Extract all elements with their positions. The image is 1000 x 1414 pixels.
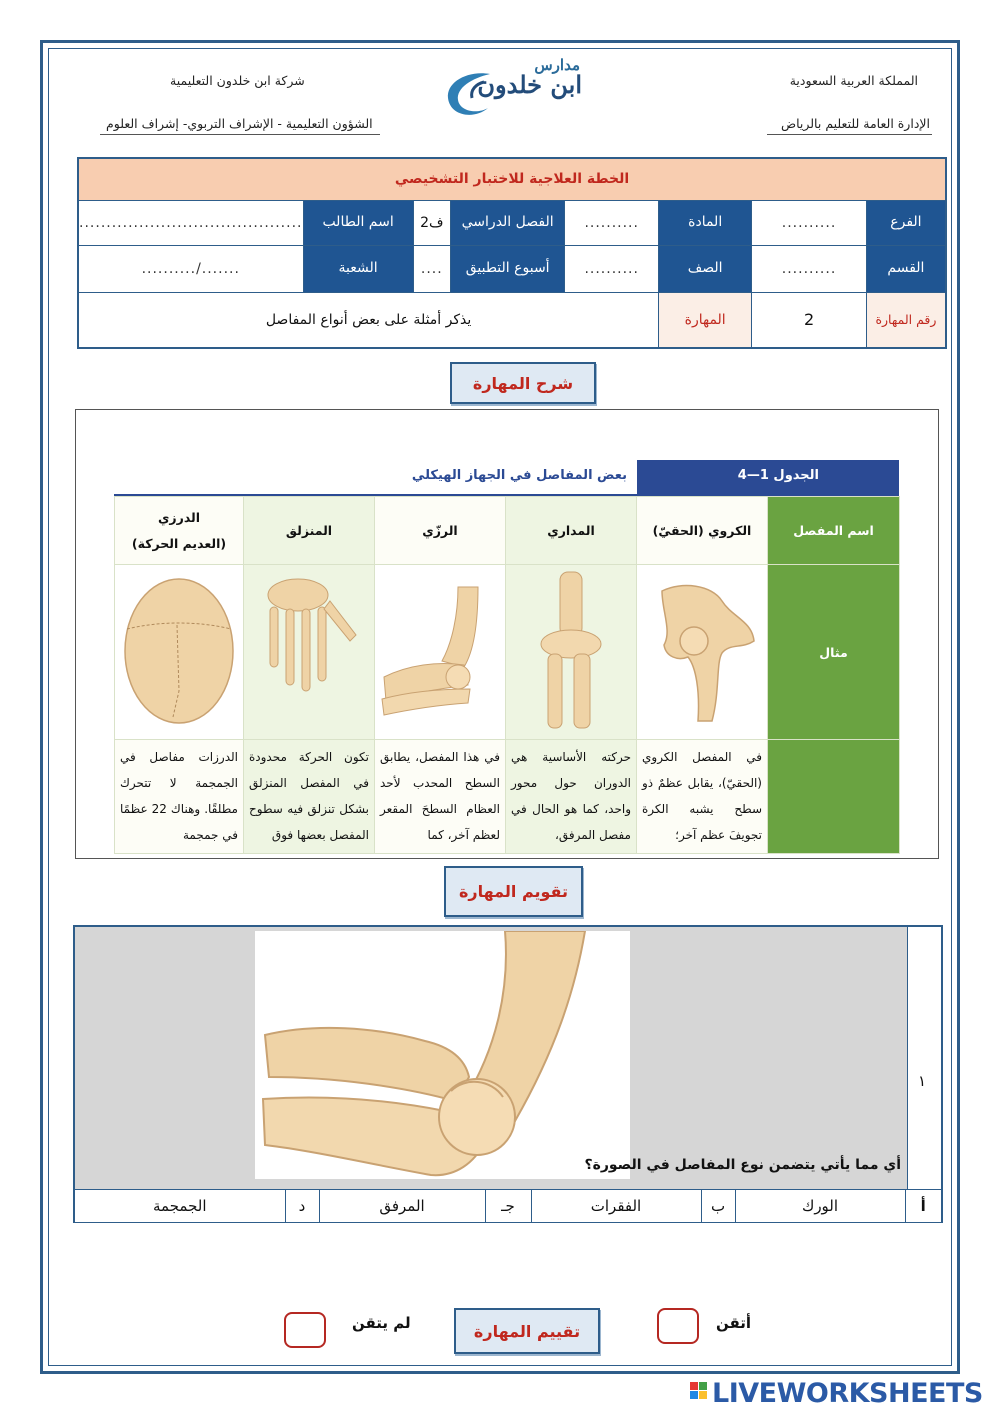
hinge-joint-image (375, 565, 506, 740)
plan-title: الخطة العلاجية للاختبار التشخيصي (78, 158, 946, 200)
skill-text: يذكر أمثلة على بعض أنواع المفاصل (78, 292, 659, 348)
student-name-field[interactable]: ......................................... (78, 200, 303, 245)
question-panel (73, 925, 943, 1223)
joints-explanation-panel (75, 409, 939, 859)
row-header-description (768, 740, 900, 854)
not-mastered-checkbox[interactable] (284, 1312, 326, 1348)
branch-label: الفرع (866, 200, 946, 245)
ball-joint-image (637, 565, 768, 740)
pivot-joint-description: حركته الأساسية هي الدوران حول محور واحد، كما هو الحال في مفصل المرفق، (506, 740, 637, 854)
header-admin: الإدارة العامة للتعليم بالرياض (780, 116, 930, 131)
ball-joint-description: في المفصل الكروي (الحقيّ)، يقابل عظمٌ ذو سطح يشبه الكرة تجويفَ عظم آخر؛ (637, 740, 768, 854)
header-kingdom: المملكة العربية السعودية (789, 73, 918, 88)
hand-bones-icon (252, 571, 367, 731)
section-label: الشعبة (303, 245, 413, 292)
joint-name-ball: الكروي (الحقيّ) (637, 497, 768, 565)
choice-d-option[interactable]: الجمجمة (153, 1196, 207, 1215)
suture-joint-description: الدرزات مفاصل في الجمجمة لا تتحرك مطلقًا. وهناك 22 عظمًا في جمجمة (115, 740, 244, 854)
student-name-label: اسم الطالب (303, 200, 413, 245)
subject-value[interactable]: .......... (565, 200, 659, 245)
mastered-label: أتقن (716, 1314, 752, 1332)
row-header-example: مثال (768, 565, 900, 740)
term-label: الفصل الدراسي (450, 200, 564, 245)
elbow-joint-icon (255, 931, 630, 1179)
skull-icon (119, 571, 239, 731)
choice-c-option[interactable]: المرفق (319, 1190, 485, 1222)
choice-a-letter: أ (905, 1190, 941, 1222)
choice-b-option[interactable]: الفقرات (531, 1190, 701, 1222)
choice-d-letter: د (285, 1190, 319, 1222)
row-header-name: اسم المفصل (768, 497, 900, 565)
suture-name: الدرزي (157, 509, 201, 525)
logo-main-text: ابن خلدون (477, 70, 582, 99)
gliding-joint-description: تكون الحركة محدودة في المفصل المنزلق بشكل تنزلق فيه سطوح المفصل بعضها فوق (244, 740, 375, 854)
question-text: أي مما يأتي يتضمن نوع المفاصل في الصورة؟ (584, 1157, 901, 1173)
evaluate-skill-button[interactable]: تقويم المهارة (444, 866, 583, 917)
footer-brand-text: LIVEWORKSHEETS (712, 1378, 983, 1409)
section-value[interactable]: ......./.......... (78, 245, 303, 292)
hinge-joint-description: في هذا المفصل، يطابق السطح المحدب لأحد العظام السطحَ المقعر لعظم آخر، كما (375, 740, 506, 854)
suture-joint-image (115, 565, 244, 740)
department-value[interactable]: .......... (752, 245, 867, 292)
skill-number-value: 2 (752, 292, 867, 348)
branch-value[interactable]: .......... (752, 200, 867, 245)
logo-top-text: مدارس (534, 56, 580, 74)
gliding-joint-image (244, 565, 375, 740)
question-number-cell (907, 927, 941, 1189)
question-number: ١ (918, 1072, 927, 1090)
not-mastered-label: لم يتقن (352, 1314, 411, 1332)
header-affairs: الشؤون التعليمية - الإشراف التربوي- إشراف العلوم (106, 116, 373, 131)
choice-c-letter: جـ (485, 1190, 531, 1222)
table-caption: بعض المفاصل في الجهاز الهيكلي (411, 468, 627, 483)
header-company: شركة ابن خلدون التعليمية (170, 73, 305, 88)
elbow-photo (255, 931, 630, 1179)
hip-joint-icon (642, 571, 762, 731)
logo-square-icon (699, 1382, 707, 1390)
answer-choices (75, 1189, 941, 1222)
header-right-rule (767, 134, 932, 135)
logo-square-icon (699, 1391, 707, 1399)
choice-a-option[interactable]: الورك (735, 1190, 905, 1222)
skill-number-label: رقم المهارة (866, 292, 946, 348)
school-logo (438, 56, 588, 126)
assess-skill-button[interactable]: تقييم المهارة (454, 1308, 600, 1354)
joints-table-header (114, 460, 899, 496)
skill-label: المهارة (659, 292, 752, 348)
logo-square-icon (690, 1382, 698, 1390)
choice-b-letter: ب (701, 1190, 735, 1222)
table-number: الجدول 1—4 (637, 460, 899, 496)
week-label: أسبوع التطبيق (450, 245, 564, 292)
term-value[interactable]: ف2 (413, 200, 450, 245)
joint-name-pivot: المداري (506, 497, 637, 565)
plan-info-table (77, 157, 947, 349)
subject-label: المادة (659, 200, 752, 245)
week-value[interactable]: .... (413, 245, 450, 292)
department-label: القسم (866, 245, 946, 292)
joint-name-suture (115, 497, 244, 565)
suture-name-note: (العديم الحركة) (131, 535, 227, 551)
mastered-checkbox[interactable] (657, 1308, 699, 1344)
elbow-hinge-icon (378, 581, 503, 721)
joint-name-hinge: الرزّي (375, 497, 506, 565)
class-label: الصف (659, 245, 752, 292)
explain-skill-button[interactable]: شرح المهارة (450, 362, 596, 404)
logo-square-icon (690, 1391, 698, 1399)
class-value[interactable]: .......... (565, 245, 659, 292)
elbow-pivot-icon (516, 568, 626, 733)
liveworksheets-logo (690, 1378, 990, 1408)
joint-name-gliding: المنزلق (244, 497, 375, 565)
pivot-joint-image (506, 565, 637, 740)
header-left-rule (100, 134, 380, 135)
joints-table (114, 496, 900, 854)
